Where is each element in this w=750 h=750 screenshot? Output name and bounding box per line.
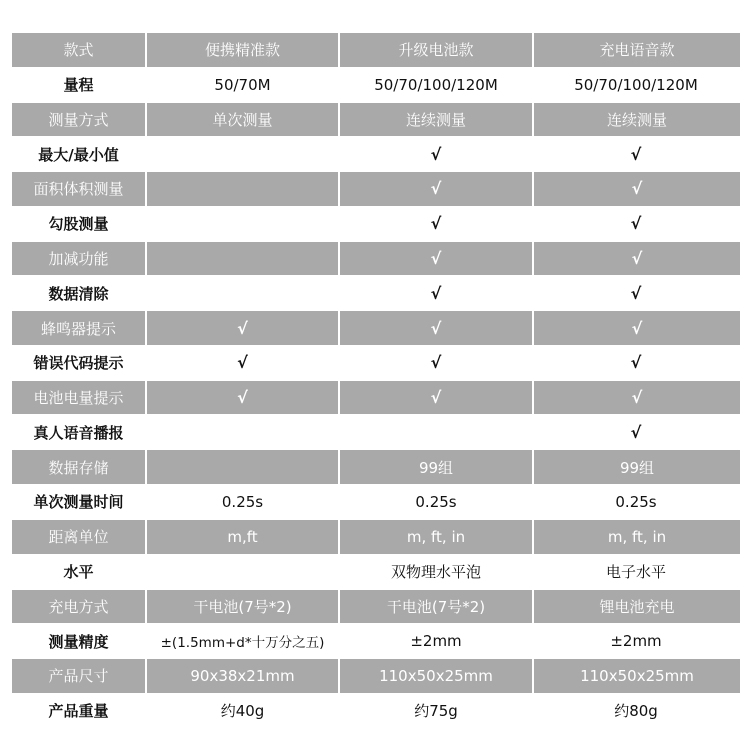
value-cell [147, 450, 340, 485]
value-cell: 50/70/100/120M [340, 68, 534, 103]
check-mark-cell: √ [534, 276, 740, 311]
value-cell: 连续测量 [534, 103, 740, 138]
row-label: 测量精度 [12, 624, 147, 659]
value-cell [147, 242, 340, 277]
check-mark-cell: √ [534, 242, 740, 277]
check-mark-cell: √ [534, 346, 740, 381]
value-cell: 干电池(7号*2) [340, 590, 534, 625]
table-row [12, 346, 740, 381]
table-row [12, 416, 740, 451]
table-header-row [12, 33, 740, 68]
table-row [12, 137, 740, 172]
value-cell: 干电池(7号*2) [147, 590, 340, 625]
row-label: 数据存储 [12, 450, 147, 485]
row-label: 充电方式 [12, 590, 147, 625]
check-mark-cell: √ [340, 346, 534, 381]
check-mark-cell: √ [534, 311, 740, 346]
table-row [12, 172, 740, 207]
value-cell: 99组 [534, 450, 740, 485]
value-cell: 0.25s [147, 485, 340, 520]
row-label: 错误代码提示 [12, 346, 147, 381]
value-cell: 0.25s [534, 485, 740, 520]
value-cell: 约40g [147, 694, 340, 729]
row-label: 距离单位 [12, 520, 147, 555]
header-cell-portable: 便携精准款 [147, 33, 340, 68]
check-mark-cell: √ [147, 381, 340, 416]
check-mark-cell: √ [534, 137, 740, 172]
value-cell: 单次测量 [147, 103, 340, 138]
value-cell [147, 172, 340, 207]
check-mark-cell: √ [340, 137, 534, 172]
table-row [12, 555, 740, 590]
check-mark-cell: √ [534, 207, 740, 242]
table-row [12, 450, 740, 485]
row-label: 电池电量提示 [12, 381, 147, 416]
value-cell [340, 416, 534, 451]
row-label: 最大/最小值 [12, 137, 147, 172]
check-mark-cell: √ [340, 276, 534, 311]
table-row [12, 242, 740, 277]
check-mark-cell: √ [534, 381, 740, 416]
check-mark-cell: √ [340, 311, 534, 346]
row-label: 产品尺寸 [12, 659, 147, 694]
check-mark-cell: √ [340, 207, 534, 242]
row-label: 量程 [12, 68, 147, 103]
row-label: 勾股测量 [12, 207, 147, 242]
value-cell: m,ft [147, 520, 340, 555]
table-row [12, 207, 740, 242]
value-cell: 50/70/100/120M [534, 68, 740, 103]
value-cell: 110x50x25mm [340, 659, 534, 694]
value-cell: 约75g [340, 694, 534, 729]
check-mark-cell: √ [534, 416, 740, 451]
table-body [12, 68, 740, 729]
table-row [12, 276, 740, 311]
value-cell: 50/70M [147, 68, 340, 103]
check-mark-cell: √ [340, 242, 534, 277]
table-row [12, 520, 740, 555]
row-label: 水平 [12, 555, 147, 590]
row-label: 蜂鸣器提示 [12, 311, 147, 346]
header-cell-upgraded-battery: 升级电池款 [340, 33, 534, 68]
value-cell: 锂电池充电 [534, 590, 740, 625]
value-cell: ±(1.5mm+d*十万分之五) [147, 624, 340, 659]
table-row [12, 68, 740, 103]
value-cell: 0.25s [340, 485, 534, 520]
value-cell [147, 416, 340, 451]
header-cell-rechargeable-voice: 充电语音款 [534, 33, 740, 68]
value-cell: 电子水平 [534, 555, 740, 590]
value-cell: 90x38x21mm [147, 659, 340, 694]
row-label: 面积体积测量 [12, 172, 147, 207]
check-mark-cell: √ [147, 311, 340, 346]
check-mark-cell: √ [534, 172, 740, 207]
value-cell [147, 555, 340, 590]
value-cell: m, ft, in [340, 520, 534, 555]
value-cell: 连续测量 [340, 103, 534, 138]
value-cell [147, 276, 340, 311]
value-cell [147, 137, 340, 172]
row-label: 单次测量时间 [12, 485, 147, 520]
value-cell: 99组 [340, 450, 534, 485]
table-row [12, 659, 740, 694]
check-mark-cell: √ [340, 172, 534, 207]
header-cell-style: 款式 [12, 33, 147, 68]
value-cell: m, ft, in [534, 520, 740, 555]
value-cell: 约80g [534, 694, 740, 729]
table-row [12, 103, 740, 138]
table-row [12, 311, 740, 346]
table-row [12, 624, 740, 659]
value-cell: ±2mm [534, 624, 740, 659]
spec-comparison-table [12, 33, 740, 729]
row-label: 产品重量 [12, 694, 147, 729]
row-label: 测量方式 [12, 103, 147, 138]
value-cell: ±2mm [340, 624, 534, 659]
check-mark-cell: √ [147, 346, 340, 381]
row-label: 真人语音播报 [12, 416, 147, 451]
table-row [12, 694, 740, 729]
value-cell: 110x50x25mm [534, 659, 740, 694]
table-row [12, 590, 740, 625]
row-label: 加减功能 [12, 242, 147, 277]
table-row [12, 485, 740, 520]
row-label: 数据清除 [12, 276, 147, 311]
value-cell: 双物理水平泡 [340, 555, 534, 590]
table-row [12, 381, 740, 416]
check-mark-cell: √ [340, 381, 534, 416]
value-cell [147, 207, 340, 242]
